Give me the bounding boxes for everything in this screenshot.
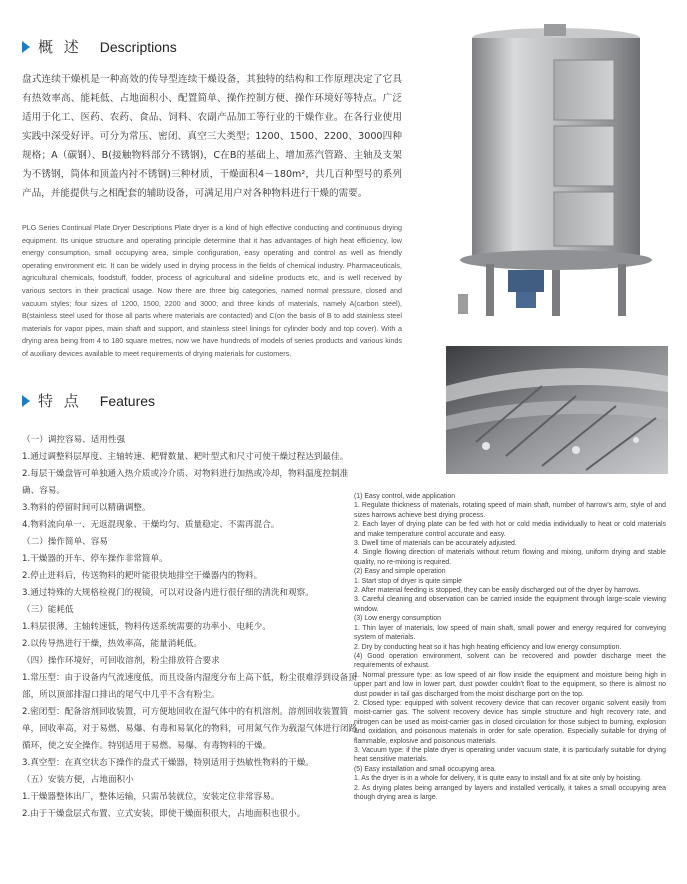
descriptions-heading (22, 36, 177, 57)
feature-line-cn: 2.停止进料后，传送物料的耙叶能很快地排空干燥器内的物料。 (22, 571, 263, 581)
feature-line-en: 2. After material feeding is stopped, they can be easily discharged out of the dryer by harrows. (354, 587, 641, 595)
feature-line-cn: 3.通过特殊的大规格检视门的视镜，可以对设备内进行很仔细的清洗和观察。 (22, 588, 314, 598)
feature-line-cn: 2.每层干燥盘皆可单独通入热介质或冷介质、对物料进行加热或冷却，物料温度控制准确、容易。 (22, 469, 349, 496)
feature-line-en: 1. Start stop of dryer is quite simple (354, 577, 462, 585)
feature-line-en: 4. Single flowing direction of materials without return flowing and mixing, uniform drying and stable quality, no re-mixing is required. (354, 549, 666, 566)
feature-line-en: (1) Easy control, wide application (354, 493, 456, 500)
features-list-en (354, 492, 666, 802)
feature-line-en: 1. Normal pressure type: as low speed of air flow inside the equipment and moisture being high in upper part and low in lower part, dust powder couldn't float to the equipment, so there is almost no dust powder in tail gas discharged from the moist discharge port on the top. (354, 671, 666, 698)
feature-line-en: 1. As the dryer is in a whole for delivery, it is quite easy to install and fix at site only by hoisting. (354, 775, 642, 783)
triangle-bullet-icon (22, 41, 30, 53)
feature-line-cn: 1.料层很薄，主轴转速低，物料传送系统需要的功率小、电耗少。 (22, 622, 271, 632)
feature-line-en: 3. Dwell time of materials can be accurately adjusted. (354, 540, 517, 548)
descriptions-paragraph-cn: 盘式连续干燥机是一种高效的传导型连续干燥设备，其独特的结构和工作原理决定了它具有热效率高、能耗低、占地面积小、配置简单、操作控制方便、操作环境好等特点。广泛适用于化工、医药、农药、食品、饲料、农副产品加工等行业的干燥作业。在各行业使用实践中深受好评。可分为常压、密闭、真空三大类型；1200、1500、2200、3000四种规格；A（碳钢）、B(接触物料部分不锈钢)，C在B的基础上、增加蒸汽管路、主轴及支架为不锈钢，筒体和顶盖内衬不锈钢)三种材质，干燥面积4－180m²，共几百种型号的系列产品，并能提供与之相配套的辅助设备，可满足用户对各种物料进行干燥的需要。 (22, 74, 402, 199)
features-heading (22, 390, 155, 411)
descriptions-heading-cn: 概 述 (38, 38, 82, 56)
plate-dryer-photo (456, 24, 662, 318)
triangle-bullet-icon (22, 395, 30, 407)
descriptions-paragraph-en: PLG Series Continual Plate Dryer Descriptions Plate dryer is a kind of high effective conducting and continuous drying equipment. Its unique structure and operating principle determine that it has advantages of high heat efficiency, low energy consumption, small occupying area, simple configuration, easy operating and control as well as friendly operating environment etc. It can be widely used in drying process in the fields of chemical industry. Pharmaceuticals, agricultural chemicals, foodstuff, fodder, process of agricultural and sideline products etc, and is well received by various sectors in their practical usage. Now there are three big categories, named normal pressure, closed and vacuum styles; four sizes of 1200, 1500, 2200 and 3000; and three kinds of materials, namely A(carbon steel), B(stainless steel used for those all parts where materials are contacted) and C(on the basis of B to add stainless steel materials for vapor pipes, main shaft and support, and stainless steel linings for cylinder body and top cover). With a drying area being from 4 to 180 square metres, now we have hundreds of models of series products and various kinds of auxiliary devices available to meet requirements of drying materials for customers. (22, 223, 402, 358)
feature-line-cn: 3.物料的停留时间可以精确调整。 (22, 503, 151, 513)
feature-line-en: 3. Careful cleaning and observation can be carried inside the equipment through large-scale viewing window. (354, 596, 666, 613)
features-heading-cn: 特 点 (38, 392, 82, 410)
feature-line-en: 3. Vacuum type: if the plate dryer is operating under vacuum state, it is particularly suitable for drying heat sensitive materials. (354, 746, 666, 764)
feature-line-cn: （一）调控容易、适用性强 (22, 435, 126, 445)
feature-line-en: 2. Closed type: equipped with solvent recovery device that can recover organic solvent easily from moist-carrier gas. The solvent recovery device has simple structure and high recovery rate, and nitrogen can be used as moist-carrier gas in closed circulation for those subject to burning, explosion and oxidation, and poisonous materials in order for safe operation. Especially suitable for drying of flammable, explosive and poisonous materials. (354, 699, 666, 745)
feature-line-cn: 1.常压型：由于设备内气流速度低，而且设备内湿度分布上高下低，粉尘很难浮到设备顶部，所以顶部排湿口排出的尾气中几乎不含有粉尘。 (22, 673, 357, 700)
feature-line-cn: 1.干燥器的开车、停车操作非常简单。 (22, 554, 168, 564)
feature-line-cn: （三）能耗低 (22, 605, 74, 615)
features-list-cn (22, 432, 362, 823)
feature-line-en: 1. Regulate thickness of materials, rotating speed of main shaft, number of harrow's arm, style of and sizes harrows achieve best drying process. (354, 502, 666, 519)
feature-line-cn: （五）安装方便，占地面积小 (22, 775, 134, 785)
feature-line-en: (3) Low energy consumption (354, 615, 441, 623)
feature-line-cn: 4.物料流向单一、无返混现象、干燥均匀、质量稳定、不需再混合。 (22, 520, 280, 530)
feature-line-en: (2) Easy and simple operation (354, 568, 446, 576)
feature-line-en: 1. Thin layer of materials, low speed of main shaft, small power and energy required for conveying system of materials. (354, 624, 666, 642)
feature-line-cn: 2.以传导热进行干燥，热效率高，能量消耗低。 (22, 639, 203, 649)
feature-line-cn: （二）操作简单、容易 (22, 537, 108, 547)
drying-plate-interior-photo (446, 346, 668, 474)
feature-line-cn: 3.真空型：在真空状态下操作的盘式干燥器，特别适用于热敏性物料的干燥。 (22, 758, 314, 768)
feature-line-en: 2. Dry by conducting heat so it has high heating efficiency and low energy consumption. (354, 643, 622, 651)
descriptions-heading-en: Descriptions (99, 38, 177, 55)
feature-line-cn: 2.密闭型：配备溶剂回收装置，可方便地回收在湿气体中的有机溶剂。溶剂回收装置简单，回收率高，对于易燃、易爆、有毒和易氧化的物料，可用氮气作为载湿气体进行闭路循环，使之安全操作。特别适用于易燃、易爆、有毒物料的干燥。 (22, 707, 358, 751)
feature-line-en: (5) Easy installation and small occupying area. (354, 765, 497, 773)
feature-line-en: 2. As drying plates being arranged by layers and installed vertically, it takes a small occupying area though drying area is large. (354, 784, 666, 801)
features-heading-en: Features (99, 392, 156, 409)
feature-line-cn: 1.干燥器整体出厂，整体运输，只需吊装就位，安装定位非常容易。 (22, 792, 280, 802)
feature-line-cn: 2.由于干燥盘层式布置、立式安装，即使干燥面积很大，占地面积也很小。 (22, 809, 306, 819)
feature-line-en: (4) Good operation environment, solvent can be recovered and powder discharge meet the requirements of exhaust. (354, 652, 666, 670)
feature-line-en: 2. Each layer of drying plate can be fed with hot or cold media individually to heat or cold materials and make temperature control accurate and easy. (354, 521, 666, 538)
feature-line-cn: （四）操作环境好，可回收溶剂，粉尘排放符合要求 (22, 656, 220, 666)
feature-line-cn: 1.通过调整料层厚度、主轴转速、耙臂数量、耙叶型式和尺寸可使干燥过程达到最佳。 (22, 452, 349, 462)
